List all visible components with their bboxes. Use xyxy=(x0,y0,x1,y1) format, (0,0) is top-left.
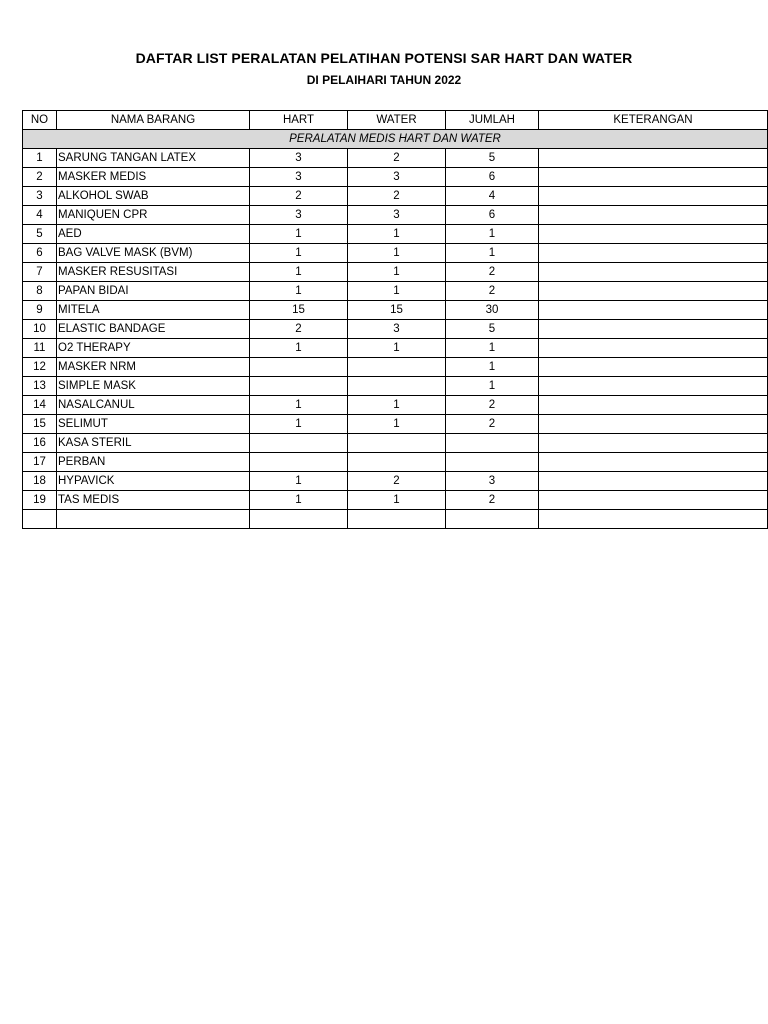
cell-name: PERBAN xyxy=(57,453,250,472)
cell-jumlah: 1 xyxy=(446,225,539,244)
document-title: DAFTAR LIST PERALATAN PELATIHAN POTENSI SAR HART DAN WATER xyxy=(135,50,633,66)
cell-name: TAS MEDIS xyxy=(57,491,250,510)
cell-keterangan xyxy=(539,339,768,358)
section-title: PERALATAN MEDIS HART DAN WATER xyxy=(23,130,768,149)
cell-water: 3 xyxy=(348,206,446,225)
cell-name: MASKER NRM xyxy=(57,358,250,377)
cell-hart: 1 xyxy=(250,491,348,510)
table-row xyxy=(23,339,768,358)
table-row xyxy=(23,225,768,244)
header-water: WATER xyxy=(348,111,446,130)
table-row xyxy=(23,396,768,415)
cell-hart: 1 xyxy=(250,244,348,263)
cell-no: 17 xyxy=(23,453,57,472)
cell-no: 13 xyxy=(23,377,57,396)
cell-water xyxy=(348,358,446,377)
cell-hart: 1 xyxy=(250,415,348,434)
table-header-row xyxy=(23,111,768,130)
cell-no: 11 xyxy=(23,339,57,358)
table-row xyxy=(23,149,768,168)
cell-water: 2 xyxy=(348,472,446,491)
cell-name: ALKOHOL SWAB xyxy=(57,187,250,206)
cell-jumlah: 6 xyxy=(446,206,539,225)
cell-jumlah: 4 xyxy=(446,187,539,206)
cell-name: PAPAN BIDAI xyxy=(57,282,250,301)
cell-name: SIMPLE MASK xyxy=(57,377,250,396)
table-row xyxy=(23,491,768,510)
cell-keterangan xyxy=(539,263,768,282)
table-row xyxy=(23,301,768,320)
cell-keterangan xyxy=(539,396,768,415)
cell-jumlah xyxy=(446,434,539,453)
cell-no: 18 xyxy=(23,472,57,491)
cell-hart: 3 xyxy=(250,206,348,225)
cell-hart: 3 xyxy=(250,149,348,168)
table-row xyxy=(23,472,768,491)
cell-no: 9 xyxy=(23,301,57,320)
cell-keterangan xyxy=(539,377,768,396)
cell-jumlah: 2 xyxy=(446,263,539,282)
cell-no: 14 xyxy=(23,396,57,415)
cell-water xyxy=(348,377,446,396)
cell-no: 6 xyxy=(23,244,57,263)
cell-name: KASA STERIL xyxy=(57,434,250,453)
cell-no: 1 xyxy=(23,149,57,168)
cell-water: 1 xyxy=(348,396,446,415)
cell-keterangan xyxy=(539,320,768,339)
cell-water: 3 xyxy=(348,320,446,339)
cell-name: MASKER RESUSITASI xyxy=(57,263,250,282)
cell-keterangan xyxy=(539,225,768,244)
cell-hart xyxy=(250,434,348,453)
cell-water: 15 xyxy=(348,301,446,320)
cell-hart xyxy=(250,377,348,396)
header-hart: HART xyxy=(250,111,348,130)
cell-name: MANIQUEN CPR xyxy=(57,206,250,225)
cell-name: MASKER MEDIS xyxy=(57,168,250,187)
table-row xyxy=(23,358,768,377)
cell-jumlah: 6 xyxy=(446,168,539,187)
cell-name: AED xyxy=(57,225,250,244)
cell-jumlah: 1 xyxy=(446,339,539,358)
cell-jumlah: 1 xyxy=(446,244,539,263)
cell-no: 12 xyxy=(23,358,57,377)
cell-jumlah: 30 xyxy=(446,301,539,320)
cell-name: HYPAVICK xyxy=(57,472,250,491)
cell-keterangan xyxy=(539,282,768,301)
cell-water xyxy=(348,434,446,453)
cell-keterangan xyxy=(539,168,768,187)
cell-jumlah: 3 xyxy=(446,472,539,491)
cell-keterangan xyxy=(539,472,768,491)
table-row xyxy=(23,282,768,301)
header-name: NAMA BARANG xyxy=(57,111,250,130)
header-jumlah: JUMLAH xyxy=(446,111,539,130)
cell-water xyxy=(348,453,446,472)
table-row xyxy=(23,377,768,396)
cell-keterangan xyxy=(539,187,768,206)
cell-water: 1 xyxy=(348,415,446,434)
cell-jumlah: 5 xyxy=(446,320,539,339)
cell-jumlah: 2 xyxy=(446,396,539,415)
cell-water xyxy=(348,510,446,529)
cell-keterangan xyxy=(539,491,768,510)
table-row xyxy=(23,187,768,206)
cell-jumlah xyxy=(446,453,539,472)
cell-jumlah: 2 xyxy=(446,415,539,434)
cell-jumlah: 1 xyxy=(446,377,539,396)
document-subtitle: DI PELAIHARI TAHUN 2022 xyxy=(306,73,462,87)
cell-jumlah: 5 xyxy=(446,149,539,168)
cell-keterangan xyxy=(539,510,768,529)
cell-hart xyxy=(250,453,348,472)
cell-name: BAG VALVE MASK (BVM) xyxy=(57,244,250,263)
cell-hart: 1 xyxy=(250,282,348,301)
cell-water: 1 xyxy=(348,491,446,510)
table-row xyxy=(23,453,768,472)
cell-keterangan xyxy=(539,434,768,453)
cell-jumlah: 2 xyxy=(446,282,539,301)
cell-no: 2 xyxy=(23,168,57,187)
cell-water: 1 xyxy=(348,263,446,282)
cell-no: 3 xyxy=(23,187,57,206)
cell-keterangan xyxy=(539,149,768,168)
cell-hart: 1 xyxy=(250,263,348,282)
cell-hart: 15 xyxy=(250,301,348,320)
cell-keterangan xyxy=(539,206,768,225)
table-row xyxy=(23,206,768,225)
cell-no xyxy=(23,510,57,529)
cell-water: 3 xyxy=(348,168,446,187)
header-keterangan: KETERANGAN xyxy=(539,111,768,130)
cell-jumlah: 2 xyxy=(446,491,539,510)
table-row xyxy=(23,320,768,339)
cell-keterangan xyxy=(539,301,768,320)
cell-no: 19 xyxy=(23,491,57,510)
cell-no: 15 xyxy=(23,415,57,434)
cell-name: ELASTIC BANDAGE xyxy=(57,320,250,339)
cell-jumlah: 1 xyxy=(446,358,539,377)
cell-water: 2 xyxy=(348,149,446,168)
header-no: NO xyxy=(23,111,57,130)
cell-hart: 1 xyxy=(250,396,348,415)
cell-hart: 2 xyxy=(250,187,348,206)
cell-no: 7 xyxy=(23,263,57,282)
cell-hart xyxy=(250,358,348,377)
table-row xyxy=(23,244,768,263)
cell-hart xyxy=(250,510,348,529)
table-row xyxy=(23,415,768,434)
table-row xyxy=(23,434,768,453)
cell-hart: 1 xyxy=(250,472,348,491)
cell-name: O2 THERAPY xyxy=(57,339,250,358)
cell-water: 2 xyxy=(348,187,446,206)
cell-no: 8 xyxy=(23,282,57,301)
cell-water: 1 xyxy=(348,225,446,244)
section-row xyxy=(23,130,768,149)
cell-no: 10 xyxy=(23,320,57,339)
table-row xyxy=(23,510,768,529)
cell-hart: 1 xyxy=(250,339,348,358)
cell-hart: 3 xyxy=(250,168,348,187)
cell-hart: 2 xyxy=(250,320,348,339)
cell-name: SARUNG TANGAN LATEX xyxy=(57,149,250,168)
cell-water: 1 xyxy=(348,244,446,263)
cell-name: MITELA xyxy=(57,301,250,320)
cell-keterangan xyxy=(539,244,768,263)
cell-jumlah xyxy=(446,510,539,529)
table-row xyxy=(23,263,768,282)
cell-hart: 1 xyxy=(250,225,348,244)
cell-no: 4 xyxy=(23,206,57,225)
cell-name: NASALCANUL xyxy=(57,396,250,415)
cell-keterangan xyxy=(539,453,768,472)
equipment-table xyxy=(22,110,768,529)
cell-water: 1 xyxy=(348,339,446,358)
cell-no: 5 xyxy=(23,225,57,244)
cell-name: SELIMUT xyxy=(57,415,250,434)
cell-no: 16 xyxy=(23,434,57,453)
cell-keterangan xyxy=(539,415,768,434)
table-row xyxy=(23,168,768,187)
cell-name xyxy=(57,510,250,529)
cell-keterangan xyxy=(539,358,768,377)
cell-water: 1 xyxy=(348,282,446,301)
